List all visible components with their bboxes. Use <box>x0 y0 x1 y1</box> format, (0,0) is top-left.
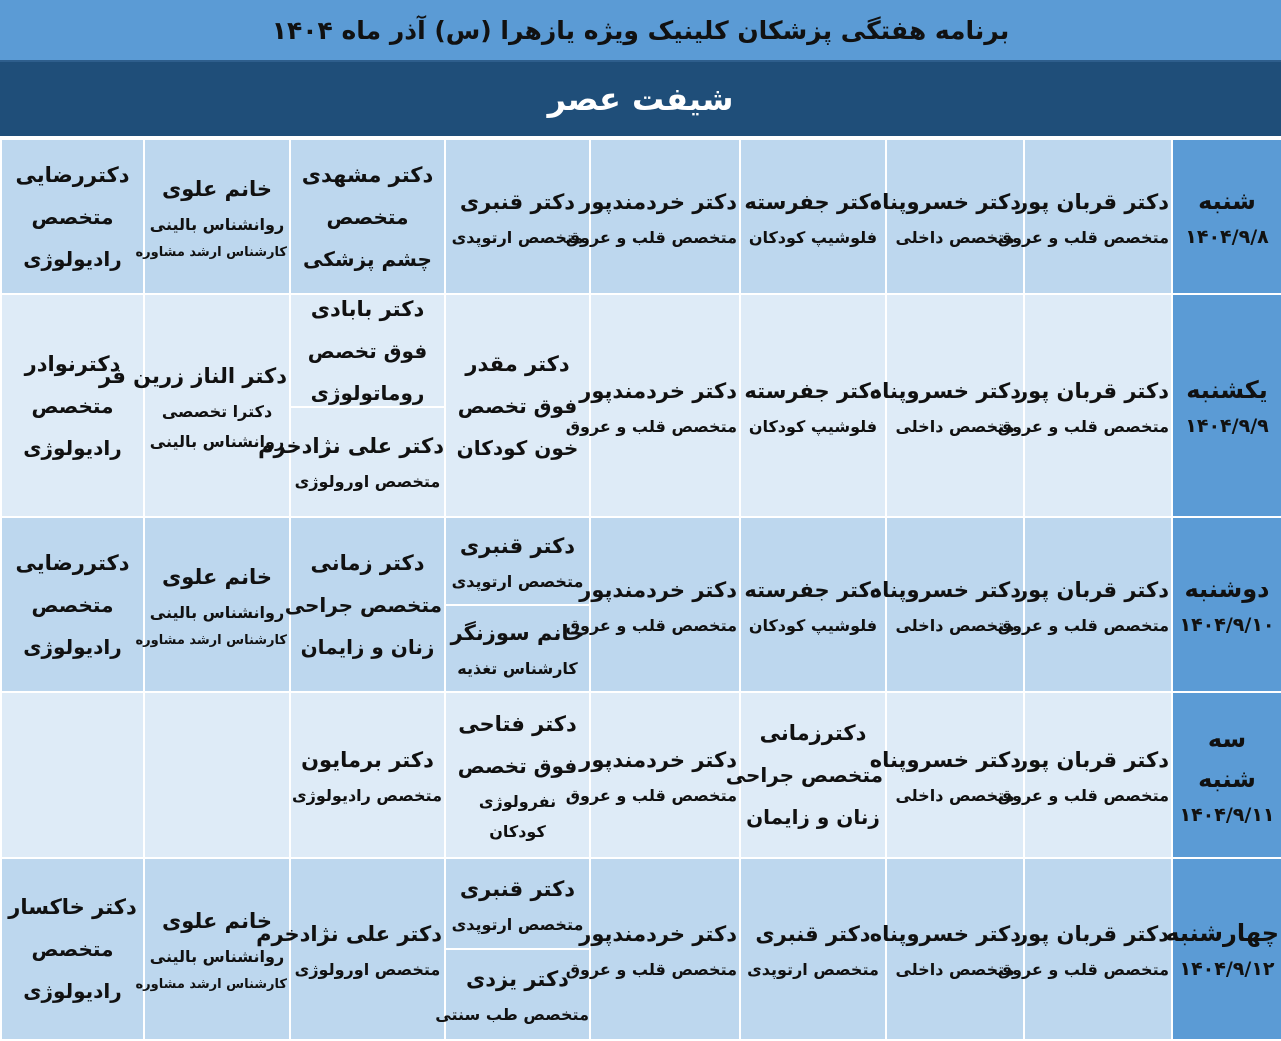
schedule-cell <box>869 858 1024 1040</box>
schedule-cell <box>284 517 445 692</box>
schedule-cell <box>565 139 740 294</box>
schedule-cell <box>135 858 290 1040</box>
doctor-name: خانم علوی <box>161 909 272 933</box>
doctor-name: دکتر قربان پور <box>1016 189 1169 214</box>
doctor-specialty: کارشناس ارشد مشاوره <box>135 244 287 260</box>
doctor-specialty: متخصص ارتوپدی <box>451 915 584 934</box>
schedule-cell <box>997 139 1172 294</box>
doctor-specialty: متخصص قلب و عروق <box>565 227 737 247</box>
schedule-cell <box>445 692 590 858</box>
schedule-cell <box>565 858 740 1040</box>
doctor-name: دکتر مقدر <box>465 351 570 376</box>
doctor-name: دکتر قربان پور <box>1016 922 1169 946</box>
schedule-cell <box>740 517 886 692</box>
schedule-cell <box>256 858 445 1040</box>
doctor-specialty: زنان و زایمان <box>300 634 435 659</box>
doctor-specialty: متخصص ارتوپدی <box>451 572 584 592</box>
doctor-name: دکتررضایی <box>15 162 130 187</box>
day-name: شنبه <box>1198 186 1256 215</box>
doctor-name: دکتر مشهدی <box>301 162 434 187</box>
doctor-name: دکتر فتاحی <box>458 712 577 736</box>
schedule-title: برنامه هفتگی پزشکان کلینیک ویژه یازهرا (س) آذر ماه ۱۴۰۴ <box>0 0 1281 62</box>
doctor-specialty: متخصص قلب و عروق <box>997 960 1169 979</box>
doctor-name: دکترنوادر <box>24 351 121 376</box>
doctor-name: دکتر زمانی <box>310 550 425 575</box>
doctor-specialty: متخصص قلب و عروق <box>565 786 737 805</box>
doctor-name: دکتر خسروپناه <box>869 378 1021 403</box>
doctor-specialty: کودکان <box>489 822 546 841</box>
doctor-specialty: فوق تخصص <box>457 393 578 418</box>
schedule-cell <box>290 692 445 858</box>
doctor-name: دکتررضایی <box>15 550 130 575</box>
doctor-specialty: متخصص قلب و عروق <box>997 786 1169 805</box>
doctor-specialty: کارشناس ارشد مشاوره <box>135 977 287 992</box>
doctor-name: دکتر برمایون <box>301 748 434 772</box>
day-row <box>1 858 1281 1040</box>
doctor-specialty: متخصص اورولوژی <box>294 472 441 492</box>
doctor-specialty: دکترا تخصصی <box>161 401 273 421</box>
day-header-cell <box>1172 294 1281 517</box>
day-header-cell <box>1172 139 1281 294</box>
schedule-cell <box>725 692 886 858</box>
doctor-specialty: متخصص قلب و عروق <box>997 227 1169 247</box>
schedule-cell <box>869 517 1024 692</box>
schedule-cell <box>869 294 1024 517</box>
doctor-name: خانم سوزنگر <box>450 620 585 645</box>
cell-slot-bottom <box>446 606 589 691</box>
doctor-name: دکتر خردمندپور <box>579 189 737 214</box>
doctor-specialty: متخصص طب سنتی <box>435 1005 589 1024</box>
doctor-specialty: متخصص جراحی <box>725 763 883 787</box>
schedule-cell <box>135 517 290 692</box>
doctor-specialty: متخصص ارتوپدی <box>747 960 879 979</box>
doctor-specialty: متخصص <box>31 937 114 961</box>
schedule-cell <box>869 692 1024 858</box>
cell-slot-top <box>446 519 589 606</box>
doctor-specialty: کارشناس ارشد مشاوره <box>135 632 287 648</box>
day-name: سه شنبه <box>1198 725 1256 793</box>
schedule-cell <box>1 692 144 858</box>
doctor-name: دکتر یزدی <box>466 967 569 991</box>
doctor-specialty: متخصص قلب و عروق <box>997 615 1169 635</box>
doctor-name: دکترزمانی <box>759 721 867 745</box>
day-name: دوشنبه <box>1184 574 1270 603</box>
doctor-specialty: زنان و زایمان <box>746 805 880 829</box>
doctor-specialty: متخصص قلب و عروق <box>565 416 737 436</box>
schedule-cell <box>144 692 290 858</box>
doctor-specialty: متخصص قلب و عروق <box>565 615 737 635</box>
doctor-specialty: فلوشیپ کودکان <box>748 615 878 635</box>
doctor-name: دکتر جفرسته <box>744 378 882 403</box>
doctor-specialty: متخصص <box>31 393 114 418</box>
doctor-specialty: رادیولوژی <box>23 634 122 659</box>
cell-slot-bottom <box>435 950 589 1038</box>
day-date: ۱۴۰۴/۹/۱۰ <box>1179 613 1275 636</box>
doctor-specialty: چشم پزشکی <box>303 246 432 271</box>
doctor-name: دکتر خسروپناه <box>869 189 1021 214</box>
doctor-specialty: روانشناس بالینی <box>149 947 285 966</box>
schedule-cell <box>997 858 1172 1040</box>
doctor-name: دکتر خسروپناه <box>869 922 1021 946</box>
cell-slot-top <box>446 860 589 950</box>
doctor-name: دکتر قربان پور <box>1016 577 1169 602</box>
schedule-table <box>0 138 1281 1041</box>
doctor-specialty: فلوشیپ کودکان <box>748 416 878 436</box>
day-date: ۱۴۰۴/۹/۱۲ <box>1179 958 1275 980</box>
doctor-name: دکتر قنبری <box>459 189 576 214</box>
day-row <box>1 294 1281 517</box>
doctor-name: دکتر خسروپناه <box>869 748 1021 772</box>
doctor-name: دکتر قنبری <box>459 877 576 901</box>
schedule-cell <box>1 294 144 517</box>
doctor-specialty: متخصص <box>326 204 409 229</box>
doctor-name: دکتر خردمندپور <box>579 577 737 602</box>
day-name: چهارشنبه <box>1165 919 1279 947</box>
day-header-cell <box>1165 858 1281 1040</box>
doctor-name: دکتر جفرسته <box>744 189 882 214</box>
day-name: یکشنبه <box>1186 375 1268 404</box>
schedule-cell <box>1 139 144 294</box>
schedule-cell <box>258 294 445 517</box>
doctor-specialty: فوق تخصص <box>457 754 578 778</box>
schedule-cell <box>869 139 1024 294</box>
doctor-name: دکتر علی نژادخرم <box>258 434 444 459</box>
schedule-cell <box>1 517 144 692</box>
day-date: ۱۴۰۴/۹/۹ <box>1185 414 1269 437</box>
doctor-specialty: متخصص اورولوژی <box>294 960 441 979</box>
doctor-name: دکتر خسروپناه <box>869 577 1021 602</box>
doctor-specialty: متخصص داخلی <box>895 416 1015 436</box>
doctor-specialty: رادیولوژی <box>23 435 122 460</box>
doctor-specialty: روانشناس بالینی <box>149 602 285 622</box>
doctor-specialty: متخصص داخلی <box>895 960 1015 979</box>
schedule-cell <box>565 294 740 517</box>
doctor-name: دکتر قربان پور <box>1016 378 1169 403</box>
doctor-name: دکتر خردمندپور <box>579 748 737 772</box>
doctor-specialty: متخصص جراحی <box>284 592 442 617</box>
doctor-name: دکتر علی نژادخرم <box>256 922 442 946</box>
doctor-name: دکتر جفرسته <box>744 577 882 602</box>
schedule-cell <box>1 858 144 1040</box>
doctor-name: دکتر بابادی <box>310 296 425 321</box>
doctor-name: دکتر خردمندپور <box>579 378 737 403</box>
cell-slot-top <box>291 296 444 408</box>
doctor-specialty: کارشناس تغذیه <box>457 658 578 678</box>
schedule-cell <box>445 139 590 294</box>
schedule-cell <box>435 858 590 1040</box>
schedule-cell <box>290 139 445 294</box>
doctor-specialty: متخصص <box>31 592 114 617</box>
doctor-name: دکتر قنبری <box>755 922 871 946</box>
cell-slot-bottom <box>258 408 444 516</box>
schedule-cell <box>740 139 886 294</box>
doctor-specialty: متخصص <box>31 204 114 229</box>
doctor-specialty: رادیولوژی <box>23 246 122 271</box>
doctor-specialty: رادیولوژی <box>23 979 122 1003</box>
doctor-specialty: متخصص ارتوپدی <box>451 227 584 247</box>
doctor-name: خانم علوی <box>161 564 272 589</box>
doctor-name: دکتر قربان پور <box>1016 748 1169 772</box>
schedule-cell <box>135 139 290 294</box>
day-date: ۱۴۰۴/۹/۱۱ <box>1179 804 1275 826</box>
doctor-specialty: متخصص رادیولوژی <box>292 786 442 805</box>
doctor-specialty: روانشناس بالینی <box>149 431 285 451</box>
day-row <box>1 692 1281 858</box>
day-header-cell <box>1172 517 1281 692</box>
doctor-name: دکتر خردمندپور <box>579 922 737 946</box>
day-date: ۱۴۰۴/۹/۸ <box>1185 225 1269 248</box>
schedule-cell <box>565 517 740 692</box>
shift-heading: شیفت عصر <box>0 62 1281 136</box>
schedule-cell <box>565 692 740 858</box>
schedule-cell <box>997 517 1172 692</box>
schedule-cell <box>740 294 886 517</box>
schedule-cell <box>99 294 290 517</box>
doctor-specialty: خون کودکان <box>456 435 579 460</box>
doctor-specialty: نفرولوژی <box>478 792 557 811</box>
doctor-specialty: متخصص داخلی <box>895 786 1015 805</box>
doctor-specialty: متخصص قلب و عروق <box>997 416 1169 436</box>
doctor-specialty: روماتولوژی <box>310 380 425 405</box>
doctor-name: دکتر خاکسار <box>8 895 137 919</box>
schedule-cell <box>445 294 590 517</box>
doctor-specialty: فلوشیپ کودکان <box>748 227 878 247</box>
schedule-cell <box>997 692 1172 858</box>
doctor-name: خانم علوی <box>161 176 272 201</box>
schedule-cell <box>740 858 886 1040</box>
doctor-specialty: متخصص داخلی <box>895 615 1015 635</box>
day-row <box>1 139 1281 294</box>
doctor-specialty: فوق تخصص <box>307 338 428 363</box>
schedule-cell <box>997 294 1172 517</box>
doctor-name: دکتر الناز زرین فر <box>99 363 287 388</box>
day-row <box>1 517 1281 692</box>
day-header-cell <box>1172 692 1281 858</box>
schedule-cell <box>445 517 590 692</box>
doctor-name: دکتر قنبری <box>459 534 576 559</box>
doctor-specialty: متخصص قلب و عروق <box>565 960 737 979</box>
doctor-specialty: متخصص داخلی <box>895 227 1015 247</box>
doctor-specialty: روانشناس بالینی <box>149 214 285 234</box>
